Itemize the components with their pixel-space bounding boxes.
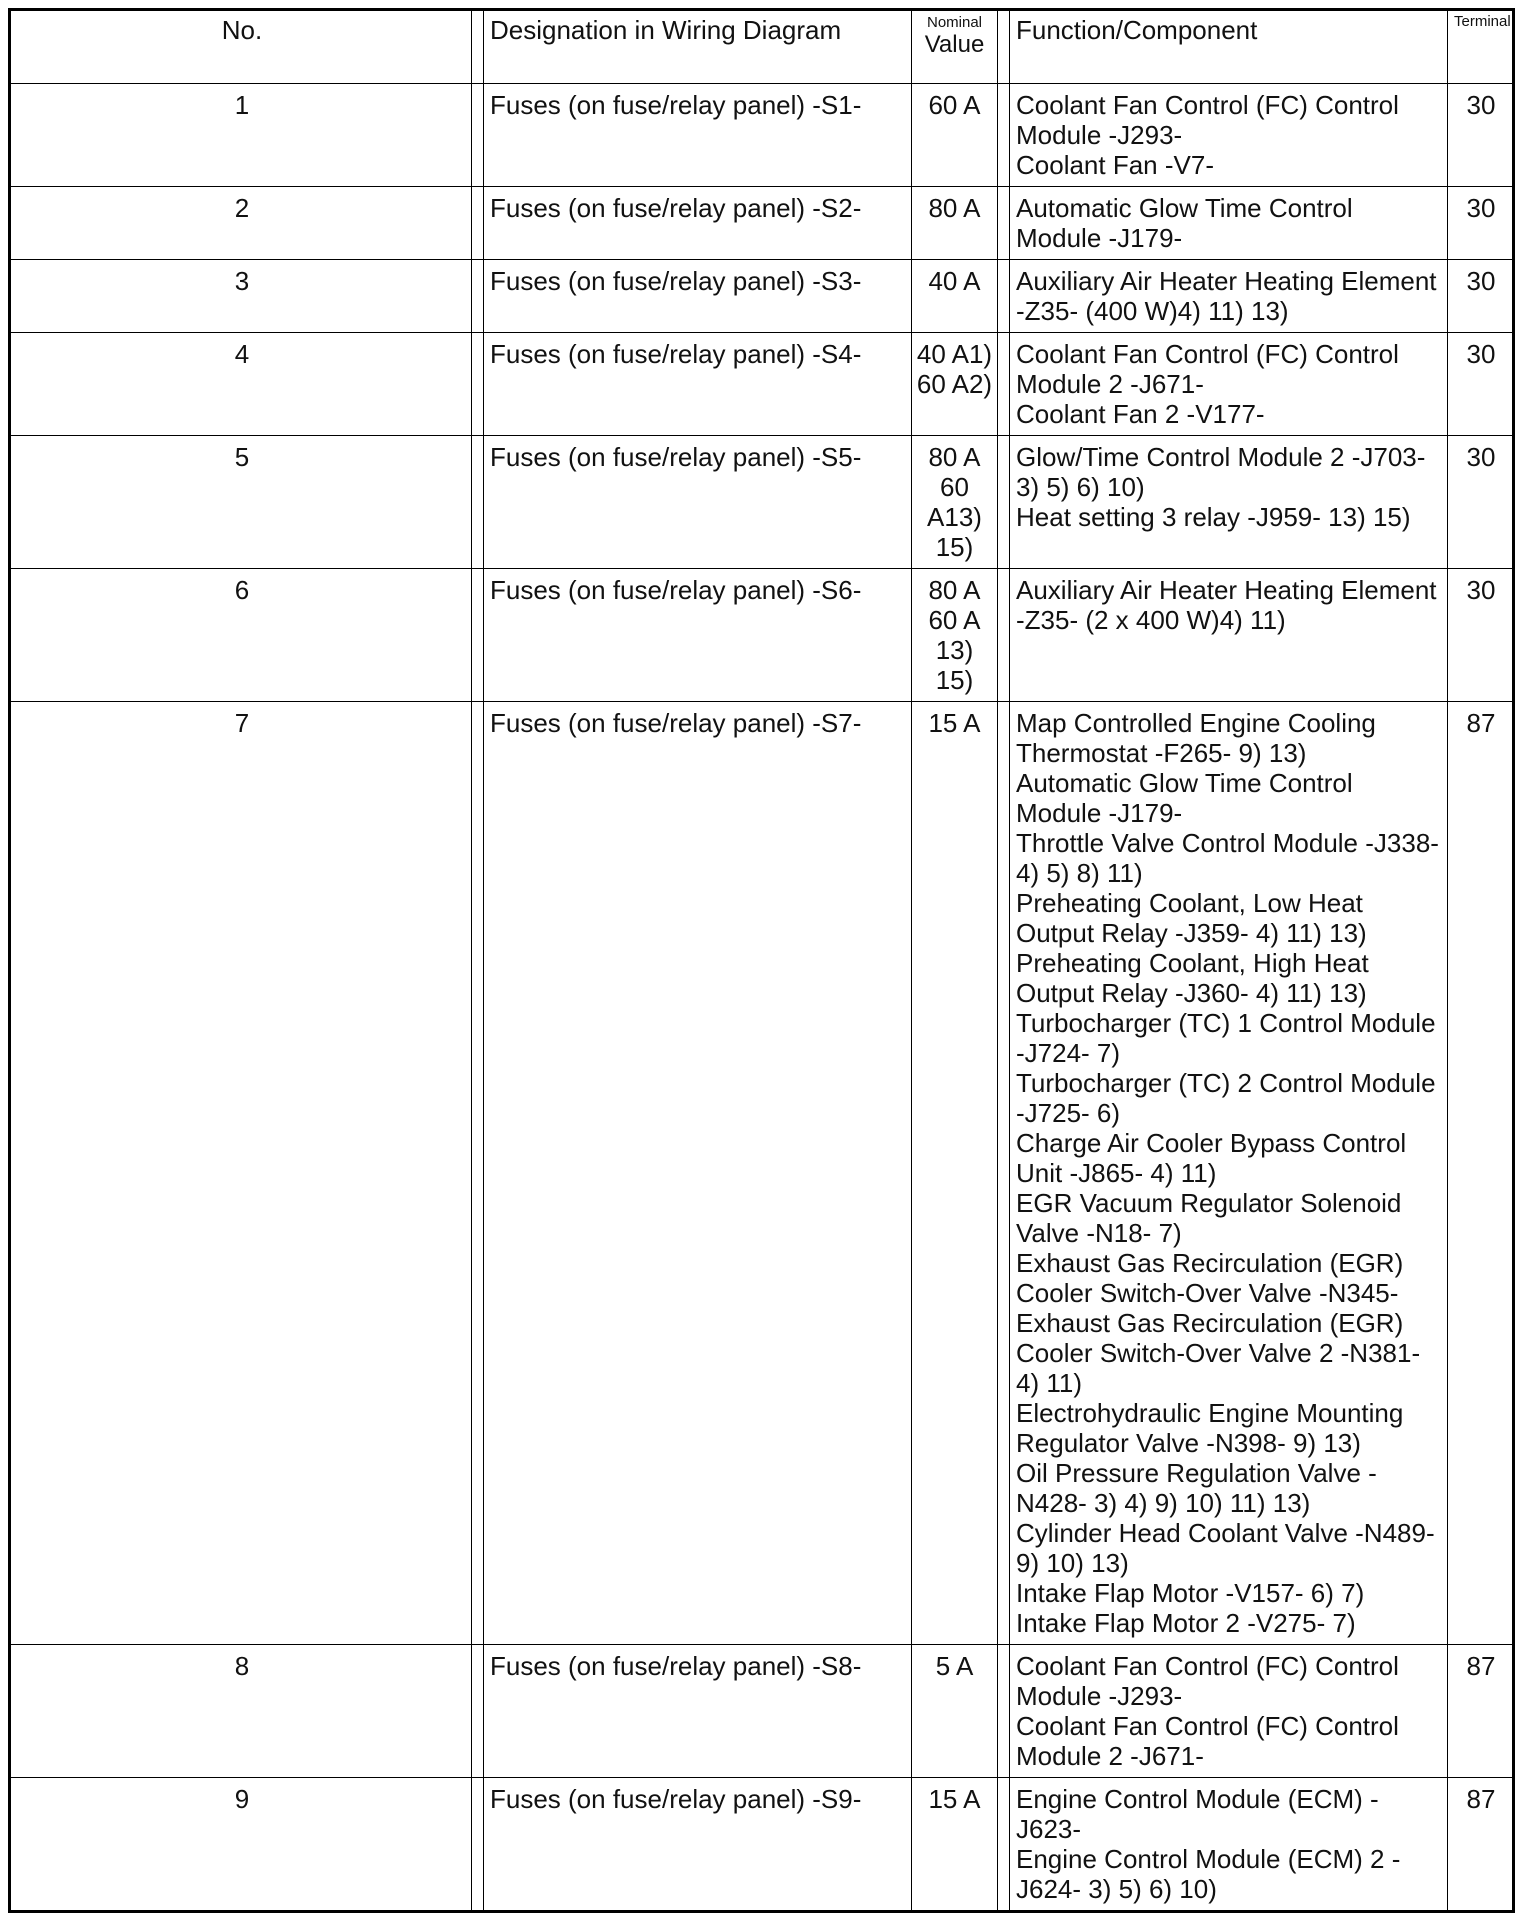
- nominal-value-line: 40 A: [928, 266, 981, 296]
- row-number: 9: [10, 1778, 472, 1912]
- row-spacer: [998, 187, 1010, 260]
- header-spacer: [998, 10, 1010, 84]
- row-number: 2: [10, 187, 472, 260]
- row-function-component: [1010, 187, 1448, 260]
- row-spacer: [998, 1778, 1010, 1912]
- row-terminal: 87: [1448, 1645, 1514, 1778]
- component-line: Coolant Fan Control (FC) Control Module -J293-: [1016, 1651, 1399, 1711]
- component-line: Electrohydraulic Engine Mounting Regulator Valve -N398- 9) 13): [1016, 1398, 1404, 1458]
- row-terminal: 87: [1448, 1778, 1514, 1912]
- header-spacer: [472, 10, 484, 84]
- component-line: Throttle Valve Control Module -J338- 4) 5) 8) 11): [1016, 828, 1439, 888]
- row-spacer: [472, 702, 484, 1645]
- row-terminal: 30: [1448, 569, 1514, 702]
- row-spacer: [472, 333, 484, 436]
- header-nominal-value: [912, 10, 998, 84]
- row-function-component: [1010, 260, 1448, 333]
- table-row: [10, 569, 1514, 702]
- row-spacer: [472, 1645, 484, 1778]
- row-number: 5: [10, 436, 472, 569]
- component-line: Heat setting 3 relay -J959- 13) 15): [1016, 502, 1411, 532]
- nominal-value-line: 40 A1): [916, 339, 993, 369]
- table-row: [10, 436, 1514, 569]
- table-row: [10, 1778, 1514, 1912]
- row-designation: Fuses (on fuse/relay panel) -S2-: [484, 187, 912, 260]
- component-line: Charge Air Cooler Bypass Control Unit -J865- 4) 11): [1016, 1128, 1407, 1188]
- table-row: [10, 187, 1514, 260]
- row-designation: Fuses (on fuse/relay panel) -S1-: [484, 84, 912, 187]
- row-designation: Fuses (on fuse/relay panel) -S3-: [484, 260, 912, 333]
- row-number: 6: [10, 569, 472, 702]
- row-spacer: [472, 436, 484, 569]
- table-row: [10, 1645, 1514, 1778]
- row-designation: Fuses (on fuse/relay panel) -S9-: [484, 1778, 912, 1912]
- row-nominal-value: [912, 1778, 998, 1912]
- row-function-component: [1010, 436, 1448, 569]
- component-line: Coolant Fan -V7-: [1016, 150, 1214, 180]
- row-nominal-value: [912, 436, 998, 569]
- row-terminal: 30: [1448, 187, 1514, 260]
- nominal-value-line: 80 A: [928, 193, 981, 223]
- row-spacer: [472, 1778, 484, 1912]
- nominal-value-line: 60 A: [928, 90, 981, 120]
- row-spacer: [998, 260, 1010, 333]
- row-spacer: [998, 84, 1010, 187]
- row-terminal: 30: [1448, 333, 1514, 436]
- component-line: Glow/Time Control Module 2 -J703- 3) 5) 6) 10): [1016, 442, 1426, 502]
- fuse-rows: [10, 84, 1514, 1912]
- row-nominal-value: [912, 84, 998, 187]
- component-line: Turbocharger (TC) 2 Control Module -J725- 6): [1016, 1068, 1436, 1128]
- row-spacer: [472, 569, 484, 702]
- row-terminal: 30: [1448, 436, 1514, 569]
- component-line: EGR Vacuum Regulator Solenoid Valve -N18- 7): [1016, 1188, 1402, 1248]
- header-no: No.: [10, 10, 472, 84]
- table-row: [10, 260, 1514, 333]
- row-spacer: [472, 260, 484, 333]
- row-function-component: [1010, 569, 1448, 702]
- component-line: Exhaust Gas Recirculation (EGR) Cooler Switch-Over Valve 2 -N381- 4) 11): [1016, 1308, 1421, 1398]
- row-spacer: [472, 84, 484, 187]
- nominal-value-line: 15 A: [928, 708, 981, 738]
- component-line: Preheating Coolant, Low Heat Output Relay -J359- 4) 11) 13): [1016, 888, 1367, 948]
- nominal-value-line: 60 A2): [916, 369, 993, 399]
- row-number: 7: [10, 702, 472, 1645]
- row-nominal-value: [912, 187, 998, 260]
- component-line: Automatic Glow Time Control Module -J179-: [1016, 193, 1353, 253]
- fuse-table-document: [8, 8, 1512, 1913]
- row-function-component: [1010, 1645, 1448, 1778]
- nominal-value-line: 60 A 13) 15): [928, 605, 981, 695]
- table-row: [10, 84, 1514, 187]
- row-spacer: [998, 702, 1010, 1645]
- component-line: Turbocharger (TC) 1 Control Module -J724- 7): [1016, 1008, 1436, 1068]
- row-number: 4: [10, 333, 472, 436]
- component-line: Cylinder Head Coolant Valve -N489- 9) 10) 13): [1016, 1518, 1435, 1578]
- row-nominal-value: [912, 333, 998, 436]
- component-line: Coolant Fan Control (FC) Control Module 2 -J671-: [1016, 339, 1399, 399]
- nominal-value-line: 15 A: [928, 1784, 981, 1814]
- nominal-value-line: 80 A: [928, 442, 981, 472]
- row-spacer: [998, 569, 1010, 702]
- component-line: Engine Control Module (ECM) -J623-: [1016, 1784, 1379, 1844]
- component-line: Intake Flap Motor -V157- 6) 7): [1016, 1578, 1365, 1608]
- component-line: Map Controlled Engine Cooling Thermostat -F265- 9) 13): [1016, 708, 1376, 768]
- header-designation: Designation in Wiring Diagram: [484, 10, 912, 84]
- component-line: Intake Flap Motor 2 -V275- 7): [1016, 1608, 1356, 1638]
- row-function-component: [1010, 1778, 1448, 1912]
- table-row: [10, 333, 1514, 436]
- fuse-assignment-table: [8, 8, 1515, 1913]
- row-number: 1: [10, 84, 472, 187]
- row-spacer: [998, 1645, 1010, 1778]
- header-row: [10, 10, 1514, 84]
- nominal-value-line: 80 A: [928, 575, 981, 605]
- component-line: Auxiliary Air Heater Heating Element -Z35- (2 x 400 W)4) 11): [1016, 575, 1437, 635]
- row-function-component: [1010, 333, 1448, 436]
- component-line: Coolant Fan Control (FC) Control Module -J293-: [1016, 90, 1399, 150]
- component-line: Preheating Coolant, High Heat Output Relay -J360- 4) 11) 13): [1016, 948, 1369, 1008]
- nominal-value-line: 60 A13) 15): [927, 472, 982, 562]
- row-spacer: [472, 187, 484, 260]
- row-designation: Fuses (on fuse/relay panel) -S4-: [484, 333, 912, 436]
- component-line: Exhaust Gas Recirculation (EGR) Cooler Switch-Over Valve -N345-: [1016, 1248, 1404, 1308]
- row-designation: Fuses (on fuse/relay panel) -S7-: [484, 702, 912, 1645]
- header-terminal: Terminal: [1448, 10, 1514, 84]
- header-function: Function/Component: [1010, 10, 1448, 84]
- row-nominal-value: [912, 1645, 998, 1778]
- header-value-label: Value: [924, 31, 985, 58]
- row-number: 3: [10, 260, 472, 333]
- row-nominal-value: [912, 569, 998, 702]
- row-spacer: [998, 436, 1010, 569]
- row-number: 8: [10, 1645, 472, 1778]
- component-line: Auxiliary Air Heater Heating Element -Z35- (400 W)4) 11) 13): [1016, 266, 1437, 326]
- row-nominal-value: [912, 702, 998, 1645]
- row-designation: Fuses (on fuse/relay panel) -S8-: [484, 1645, 912, 1778]
- row-designation: Fuses (on fuse/relay panel) -S6-: [484, 569, 912, 702]
- row-nominal-value: [912, 260, 998, 333]
- row-function-component: [1010, 702, 1448, 1645]
- component-line: Engine Control Module (ECM) 2 -J624- 3) 5) 6) 10): [1016, 1844, 1401, 1904]
- component-line: Automatic Glow Time Control Module -J179-: [1016, 768, 1353, 828]
- header-nominal-label: Nominal: [926, 14, 983, 31]
- component-line: Coolant Fan 2 -V177-: [1016, 399, 1265, 429]
- component-line: Oil Pressure Regulation Valve -N428- 3) 4) 9) 10) 11) 13): [1016, 1458, 1377, 1518]
- row-spacer: [998, 333, 1010, 436]
- row-designation: Fuses (on fuse/relay panel) -S5-: [484, 436, 912, 569]
- row-terminal: 30: [1448, 260, 1514, 333]
- row-terminal: 87: [1448, 702, 1514, 1645]
- row-function-component: [1010, 84, 1448, 187]
- table-row: [10, 702, 1514, 1645]
- component-line: Coolant Fan Control (FC) Control Module 2 -J671-: [1016, 1711, 1399, 1771]
- row-terminal: 30: [1448, 84, 1514, 187]
- nominal-value-line: 5 A: [935, 1651, 974, 1681]
